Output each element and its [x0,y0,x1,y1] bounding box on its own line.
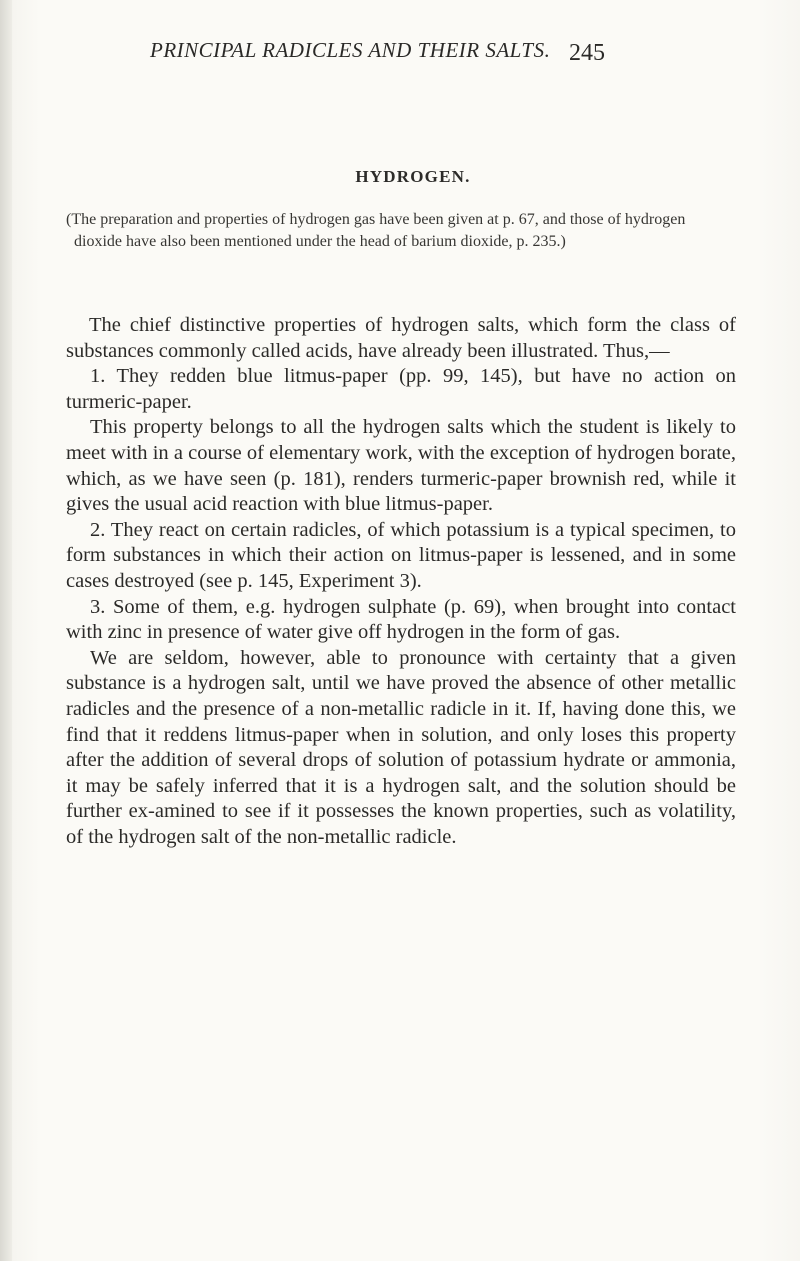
paragraph-property-1-note: This property belongs to all the hydrogen salts which the student is likely to meet with in a course of elementary work, with the exception of hydrogen borate, which, as we have seen (p. 181), renders turmeric-paper brownish red, while it gives the usual acid reaction with blue litmus-paper. [66,416,736,516]
body-text [66,313,736,850]
page-number: 245 [569,40,605,66]
section-title [0,167,800,187]
paragraph-conclusion: We are seldom, however, able to pronounce with certainty that a given substance is a hydrogen salt, until we have proved the absence of other metallic radicles and the presence of a non-metallic radicle in it. If, having done this, we find that it reddens litmus-paper when in solution, and only loses this property after the addition of several drops of solution of potassium hydrate or ammonia, it may be safely inferred that it is a hydrogen salt, and the solution should be further ex-amined to see if it possesses the known properties, such as volatility, of the hydrogen salt of the non-metallic radicle. [66,646,736,848]
running-head: PRINCIPAL RADICLES AND THEIR SALTS. [150,38,551,62]
introductory-note [66,209,734,253]
note-text: (The preparation and properties of hydrogen gas have been given at p. 67, and those of hydrogen dioxide have also been mentioned under the head of barium dioxide, p. 235.) [66,211,686,250]
page-edge-shadow [0,0,12,1261]
paragraph-property-3: 3. Some of them, e.g. hydrogen sulphate (p. 69), when brought into contact with zinc in presence of water give off hydrogen in the form of gas. [66,595,736,644]
paragraph-property-1: 1. They redden blue litmus-paper (pp. 99, 145), but have no action on turmeric-paper. [66,365,736,413]
paragraph-property-2: 2. They react on certain radicles, of which potassium is a typical specimen, to form substances in which their action on litmus-paper is lessened, and in some cases destroyed (see p. 145, Experiment 3). [66,518,736,592]
paragraph-intro: The chief distinctive properties of hydrogen salts, which form the class of substances commonly called acids, have already been illustrated. Thus,— [66,314,736,362]
section-title-text: HYDROGEN. [355,167,471,186]
